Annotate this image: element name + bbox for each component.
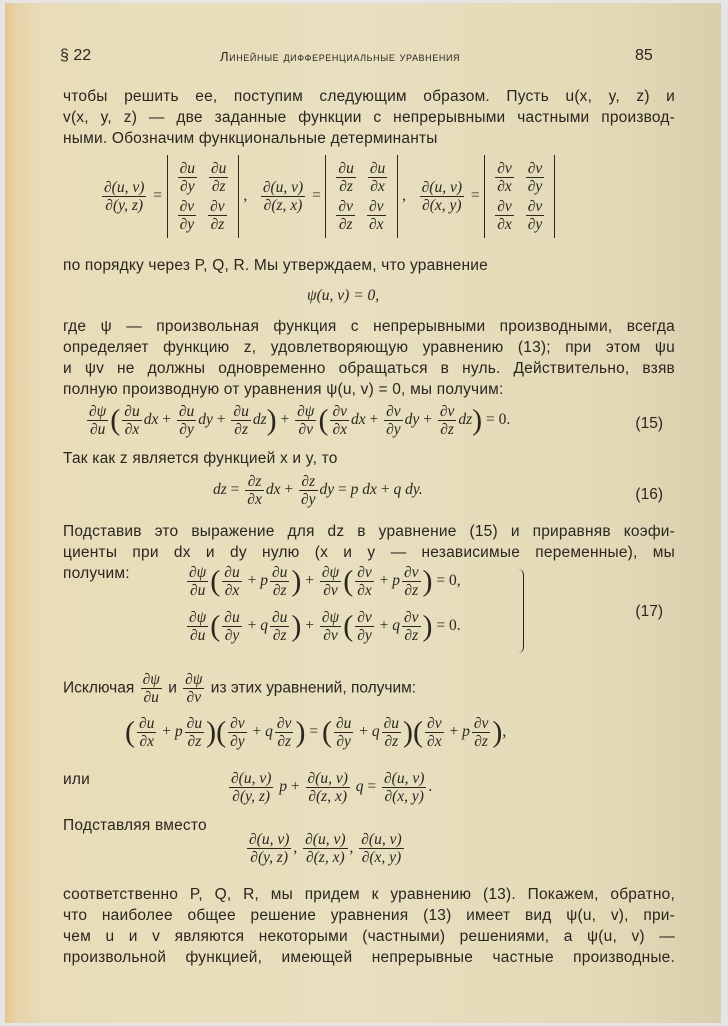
- text-line: произвольной функцией, имеющей непрерывные частные производные.: [63, 949, 675, 966]
- equation-16: dz = $\frac{\partial z}{\partial x}$ dx + $\frac{\partial z}{\partial y}$ dy = p dx + q dy.: [213, 473, 423, 508]
- equation-17b: $\frac{\partial\psi}{\partial u}$ ( $\frac{\partial u}{\partial y}$ + q $\frac{\partial u}{\partial z}$ ) + $\frac{\partial\psi}{\partial v}$ ( $\frac{\partial v}{\partial y}$ + q $\frac{\partial v}{\partial z}$ ) = 0.: [189, 609, 461, 644]
- text-line: соответственно P, Q, R, мы придем к уравнению (13). Покажем, обратно,: [63, 886, 675, 903]
- jacobian-determinants: $\frac{\partial(u, v)}{\partial(y, z)}$ = $\frac{\partial u}{\partial y}$ $\frac{\partial u}{\partial z}$ $\frac{\partial v}{\partial y}$ $\frac{\partial v}{\partial z}$ , $\frac{\partial(u, v)}{\partial(z, x)}$ = $\frac{\partial u}{\partial z}$ $\frac{\partial u}{\partial x}$ $\frac{\partial v}{\partial z}$ $\frac{\partial v}{\partial x}$ , $\frac{\partial(u, v)}{\partial(x, y)}$ = $\frac{\partial v}{\partial x}$ $\frac{\partial v}{\partial y}$ $\frac{\partial v}{\partial x}$ $\frac{\partial v}{\partial y}$: [100, 155, 555, 238]
- equation-label-17: (17): [635, 603, 663, 620]
- text-line: определяет функцию z, удовлетворяющую уравнению (13); при этом ψu: [63, 339, 675, 356]
- text-line: что наиболее общее решение уравнения (13) имеет вид ψ(u, v), при-: [63, 907, 675, 924]
- running-title: Линейные дифференциальные уравнения: [220, 49, 461, 64]
- text-line: Подставив это выражение для dz в уравнение (15) и приравняв коэфи-: [63, 523, 675, 540]
- text-line: чтобы решить ее, поступим следующим образом. Пусть u(x, y, z) и: [63, 88, 675, 105]
- equation-15: $\frac{\partial\psi}{\partial u}$ ( $\frac{\partial u}{\partial x}$ dx + $\frac{\partial u}{\partial y}$ dy + $\frac{\partial u}{\partial z}$ dz) + $\frac{\partial\psi}{\partial v}$ ( $\frac{\partial v}{\partial x}$ dx + $\frac{\partial v}{\partial y}$ dy + $\frac{\partial v}{\partial z}$ dz) = 0.: [89, 403, 511, 438]
- equation-psi: ψ(u, v) = 0,: [307, 287, 380, 304]
- equation-label-15: (15): [635, 415, 663, 432]
- jacobian-list: $\frac{\partial(u, v)}{\partial(y, z)}$ , $\frac{\partial(u, v)}{\partial(z, x)}$ , $\frac{\partial(u, v)}{\partial(x, y)}$: [249, 831, 402, 866]
- text-line: чем u и v являются некоторыми (частными) решениями, а ψ(u, v) —: [63, 928, 675, 945]
- text-line: v(x, y, z) — две заданные функции с непрерывными частными производ-: [63, 109, 675, 126]
- equation-elimination: ( $\frac{\partial u}{\partial x}$ + p $\frac{\partial u}{\partial z}$ )( $\frac{\partial v}{\partial y}$ + q $\frac{\partial v}{\partial z}$ ) = ( $\frac{\partial u}{\partial y}$ + q $\frac{\partial u}{\partial z}$ )( $\frac{\partial v}{\partial x}$ + p $\frac{\partial v}{\partial z}$ ),: [125, 715, 507, 750]
- section-number: § 22: [60, 47, 92, 64]
- equation-17a: $\frac{\partial\psi}{\partial u}$ ( $\frac{\partial u}{\partial x}$ + p $\frac{\partial u}{\partial z}$ ) + $\frac{\partial\psi}{\partial v}$ ( $\frac{\partial v}{\partial x}$ + p $\frac{\partial v}{\partial z}$ ) = 0,: [189, 564, 461, 599]
- text-line: Подставляя вместо: [63, 817, 207, 834]
- text-line: получим:: [63, 565, 130, 582]
- text-line: где ψ — произвольная функция с непрерывными производными, всегда: [63, 318, 675, 335]
- text-line-exclusion: Исключая $\frac{\partial\psi}{\partial u}$ и $\frac{\partial\psi}{\partial v}$ из этих уравнений, получим:: [63, 671, 417, 706]
- text-line: циенты при dx и dy нулю (x и y — независимые переменные), мы: [63, 544, 675, 561]
- text-line: или: [63, 771, 90, 788]
- text-line: по порядку через P, Q, R. Мы утверждаем, что уравнение: [63, 257, 488, 274]
- text-line: полную производную от уравнения ψ(u, v) = 0, мы получим:: [63, 381, 504, 398]
- equation-label-16: (16): [635, 486, 663, 503]
- text-line: Так как z является функцией x и y, то: [63, 450, 338, 467]
- system-brace: [515, 569, 524, 653]
- equation-jacobian: $\frac{\partial(u, v)}{\partial(y, z)}$ p + $\frac{\partial(u, v)}{\partial(z, x)}$ q = $\frac{\partial(u, v)}{\partial(x, y)}$ .: [231, 770, 433, 805]
- page-number: 85: [635, 47, 653, 64]
- text-line: ными. Обозначим функциональные детерминанты: [63, 130, 438, 147]
- book-page: [5, 3, 721, 1023]
- text-line: и ψv не должны одновременно обращаться в нуль. Действительно, взяв: [63, 360, 675, 377]
